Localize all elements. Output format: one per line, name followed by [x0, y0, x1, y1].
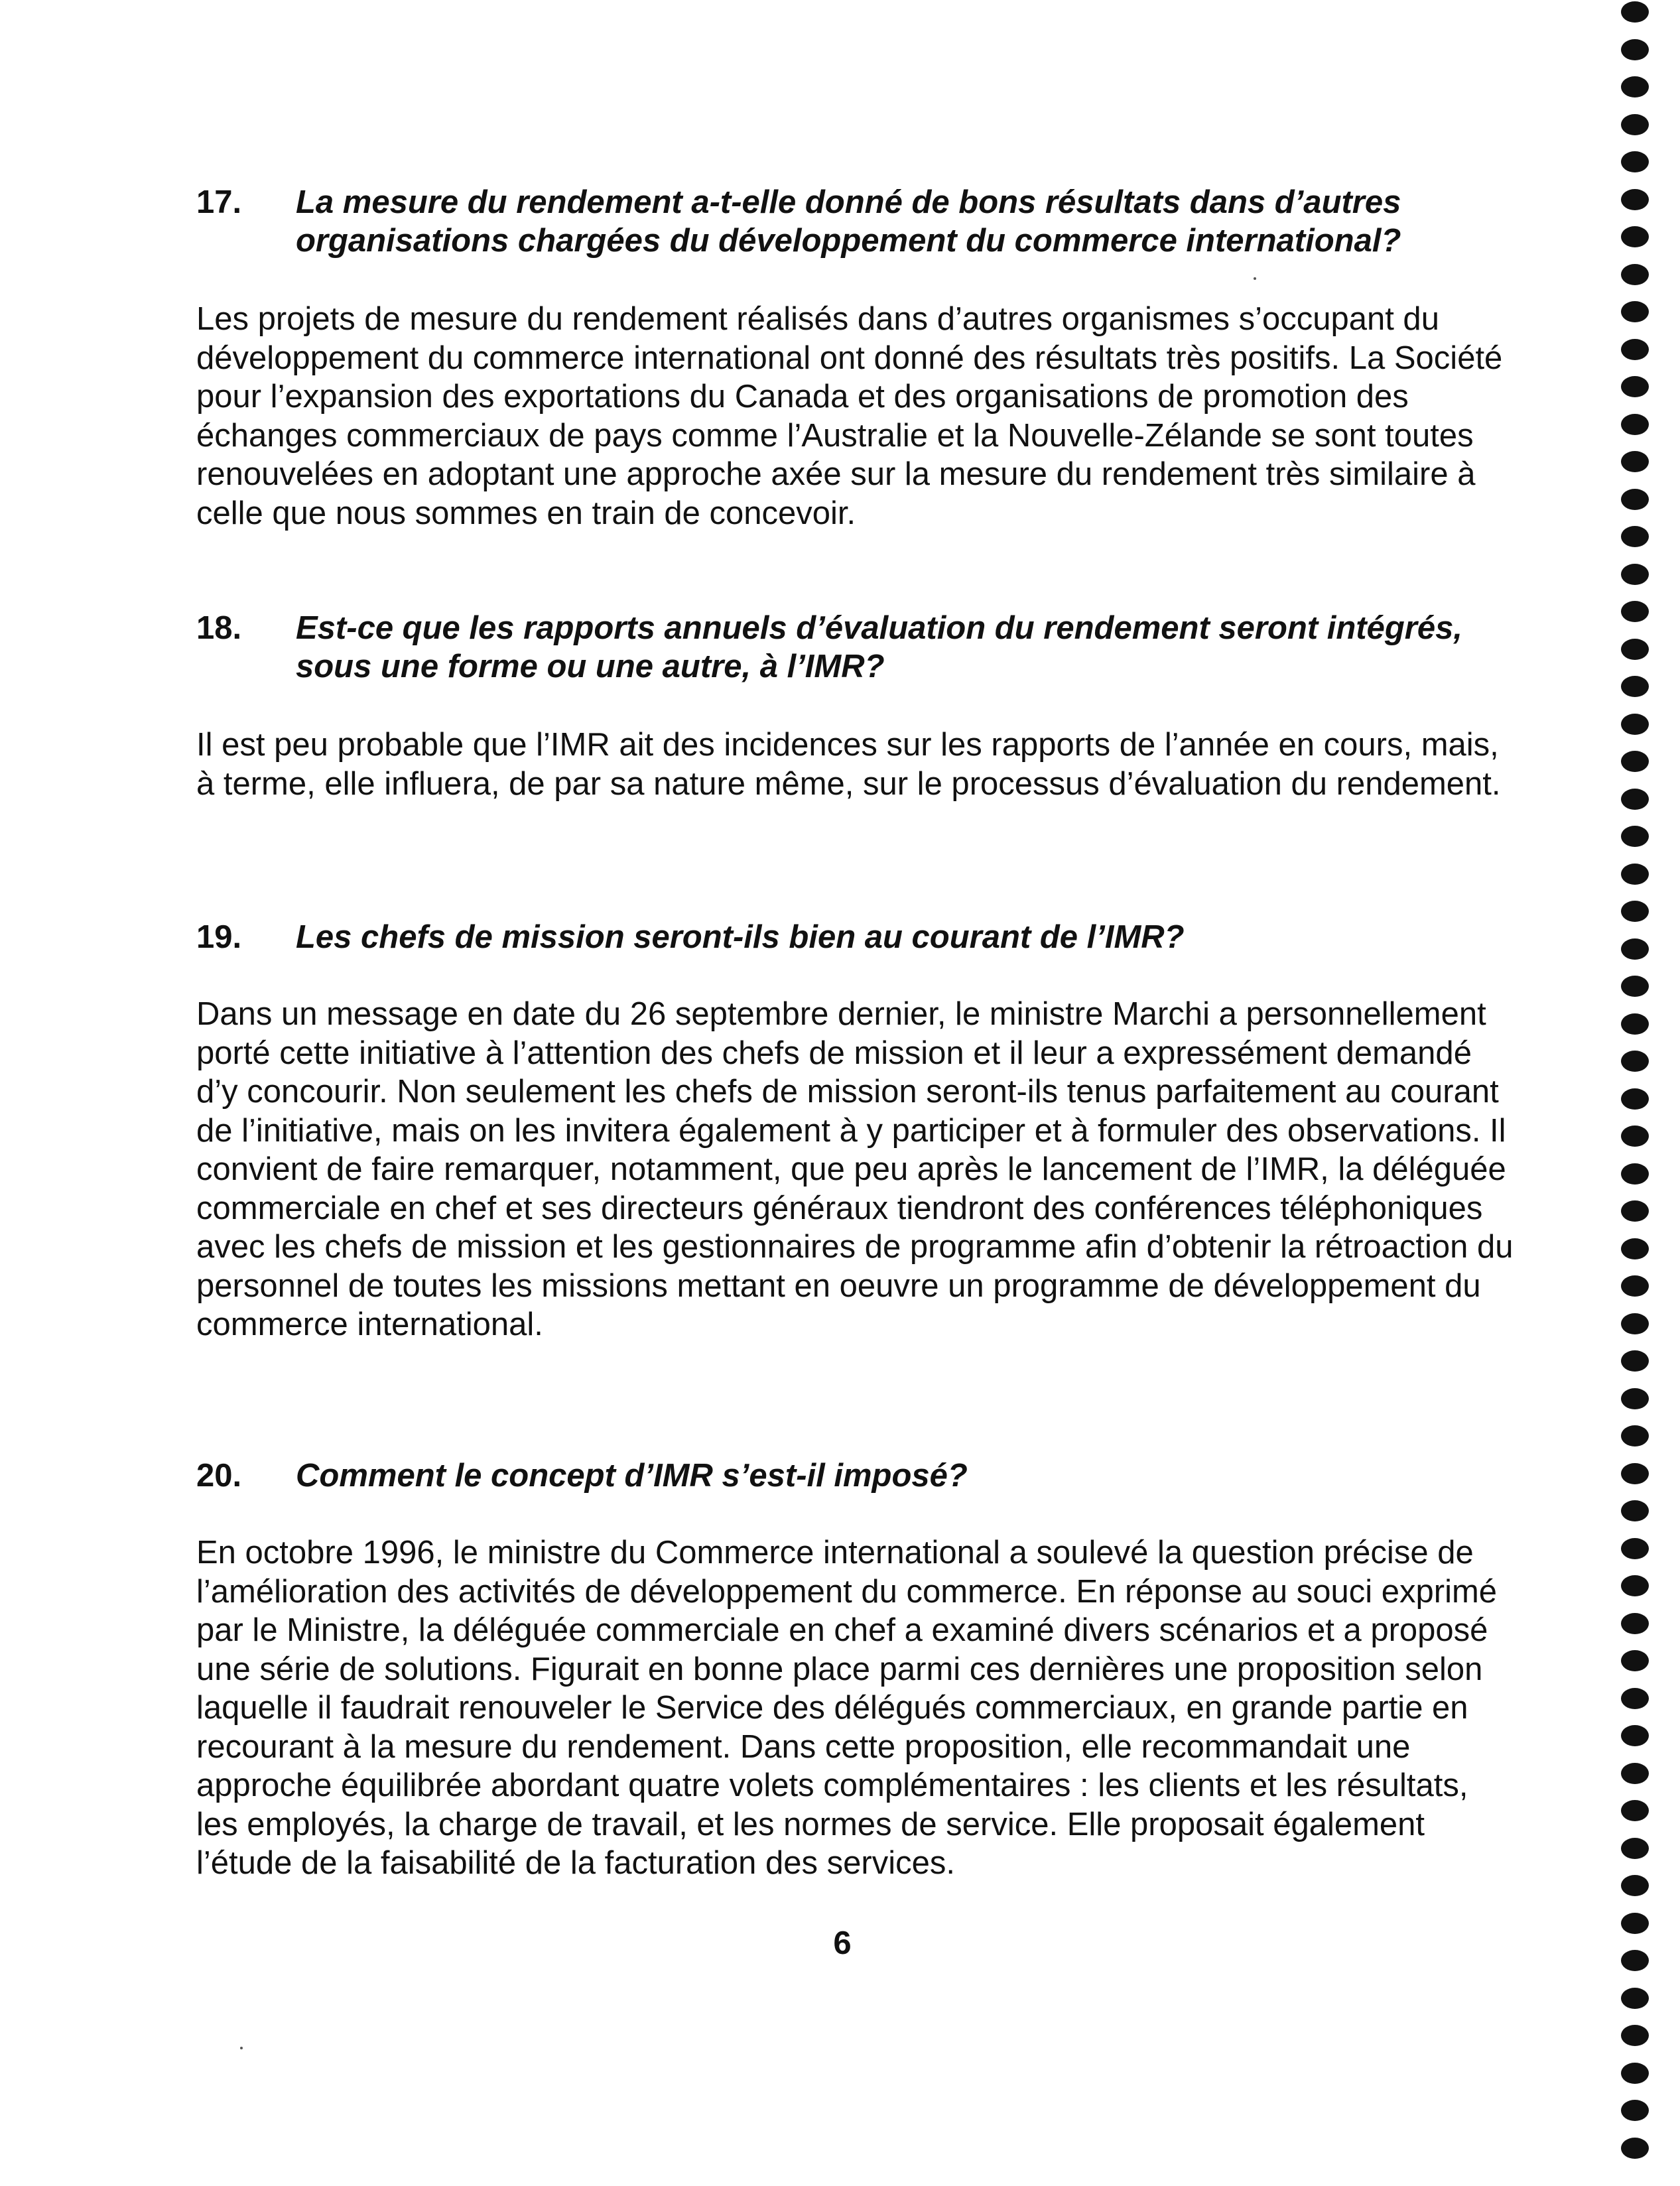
binding-hole — [1621, 1838, 1649, 1859]
binding-hole — [1621, 826, 1649, 847]
answer-19-paragraph: Dans un message en date du 26 septembre dernier, le ministre Marchi a personnellement porté cette initiative à l’attention des chefs de mission et il leur a expressément demandé d’y concourir. Non seulement les chefs de mission seront-ils tenus parfaitement au courant de l’initiative, mais on les invitera également à y participer et à formuler des observations. Il convient de faire remarquer, notamment, que peu après le lancement de l’IMR, la déléguée commerciale en chef et ses directeurs généraux tiendront des conférences téléphoniques avec les chefs de mission et les gestionnaires de programme afin d’obtenir la rétroaction du personnel de toutes les missions mettant en oeuvre un programme de développement du commerce international. — [196, 996, 1514, 1342]
question-title: Est-ce que les rapports annuels d’évaluation du rendement seront intégrés, sous une forme ou une autre, à l’IMR? — [296, 610, 1462, 684]
answer-17-paragraph: Les projets de mesure du rendement réalisés dans d’autres organismes s’occupant du développement du commerce international ont donné des résultats très positifs. La Société pour l’expansion des exportations du Canada et des organisations de promotion des échanges commerciaux de pays comme l’Australie et la Nouvelle-Zélande se sont toutes renouvelées en adoptant une approche axée sur la mesure du rendement très similaire à celle que nous sommes en train de concevoir. — [196, 301, 1503, 531]
binding-hole — [1621, 1163, 1649, 1185]
scan-speck — [240, 2047, 243, 2049]
binding-hole — [1621, 2063, 1649, 2084]
binding-hole — [1621, 1200, 1649, 1222]
question-19-heading — [196, 918, 1496, 956]
binding-hole — [1621, 376, 1649, 397]
question-17-heading — [196, 183, 1496, 260]
question-number: 18. — [196, 610, 242, 646]
binding-hole — [1621, 2138, 1649, 2159]
binding-hole — [1621, 1088, 1649, 1110]
binding-hole — [1621, 414, 1649, 435]
question-title: La mesure du rendement a-t-elle donné de bons résultats dans d’autres organisations chargées du développement du commerce international? — [296, 184, 1401, 259]
question-number: 20. — [196, 1458, 242, 1494]
binding-hole — [1621, 339, 1649, 360]
binding-hole — [1621, 1875, 1649, 1896]
binding-hole — [1621, 864, 1649, 885]
binding-hole — [1621, 1688, 1649, 1709]
question-number: 17. — [196, 184, 242, 220]
binding-hole — [1621, 39, 1649, 60]
binding-hole — [1621, 1051, 1649, 1072]
binding-hole — [1621, 1763, 1649, 1784]
binding-hole — [1621, 1500, 1649, 1521]
binding-hole — [1621, 301, 1649, 322]
binding-hole — [1621, 489, 1649, 510]
binding-holes — [1618, 0, 1658, 2186]
binding-hole — [1621, 789, 1649, 810]
question-title: Comment le concept d’IMR s’est-il imposé? — [296, 1458, 968, 1494]
binding-hole — [1621, 226, 1649, 247]
binding-hole — [1621, 564, 1649, 585]
binding-hole — [1621, 639, 1649, 660]
binding-hole — [1621, 1313, 1649, 1334]
question-number: 19. — [196, 919, 242, 955]
binding-hole — [1621, 1275, 1649, 1297]
binding-hole — [1621, 1238, 1649, 1259]
binding-hole — [1621, 2025, 1649, 2046]
binding-hole — [1621, 1800, 1649, 1821]
binding-hole — [1621, 1013, 1649, 1035]
binding-hole — [1621, 76, 1649, 97]
binding-hole — [1621, 1950, 1649, 1971]
binding-hole — [1621, 1463, 1649, 1484]
binding-hole — [1621, 976, 1649, 997]
binding-hole — [1621, 151, 1649, 172]
binding-hole — [1621, 751, 1649, 772]
binding-hole — [1621, 1538, 1649, 1559]
binding-hole — [1621, 264, 1649, 285]
answer-20-paragraph: En octobre 1996, le ministre du Commerce international a soulevé la question précise de l’amélioration des activités de développement du commerce. En réponse au souci exprimé par le Ministre, la déléguée commerciale en chef a examiné divers scénarios et a proposé une série de solutions. Figurait en bonne place parmi ces dernières une proposition selon laquelle il faudrait renouveler le Service des délégués commerciaux, en grande partie en recourant à la mesure du rendement. Dans cette proposition, elle recommandait une approche équilibrée abordant quatre volets complémentaires : les clients et les résultats, les employés, la charge de travail, et les normes de service. Elle proposait également l’étude de la faisabilité de la facturation des services. — [196, 1535, 1498, 1881]
binding-hole — [1621, 1988, 1649, 2009]
binding-hole — [1621, 526, 1649, 547]
answer-18-paragraph: Il est peu probable que l’IMR ait des incidences sur les rapports de l’année en cours, mais, à terme, elle influera, de par sa nature même, sur le processus d’évaluation du rendement. — [196, 727, 1501, 802]
binding-hole — [1621, 1350, 1649, 1372]
binding-hole — [1621, 2100, 1649, 2121]
binding-hole — [1621, 1725, 1649, 1746]
binding-hole — [1621, 114, 1649, 135]
binding-hole — [1621, 901, 1649, 922]
binding-hole — [1621, 1425, 1649, 1447]
binding-hole — [1621, 714, 1649, 735]
scan-speck — [1254, 277, 1256, 280]
binding-hole — [1621, 676, 1649, 697]
binding-hole — [1621, 1125, 1649, 1147]
page-number: 6 — [833, 1925, 852, 1961]
binding-hole — [1621, 1388, 1649, 1409]
question-20-heading — [196, 1456, 1496, 1495]
binding-hole — [1621, 601, 1649, 622]
binding-hole — [1621, 451, 1649, 472]
binding-hole — [1621, 1, 1649, 23]
binding-hole — [1621, 1575, 1649, 1596]
binding-hole — [1621, 1650, 1649, 1671]
question-18-heading — [196, 609, 1496, 686]
binding-hole — [1621, 938, 1649, 960]
binding-hole — [1621, 1613, 1649, 1634]
question-title: Les chefs de mission seront-ils bien au courant de l’IMR? — [296, 919, 1185, 955]
binding-hole — [1621, 1913, 1649, 1934]
binding-hole — [1621, 189, 1649, 210]
